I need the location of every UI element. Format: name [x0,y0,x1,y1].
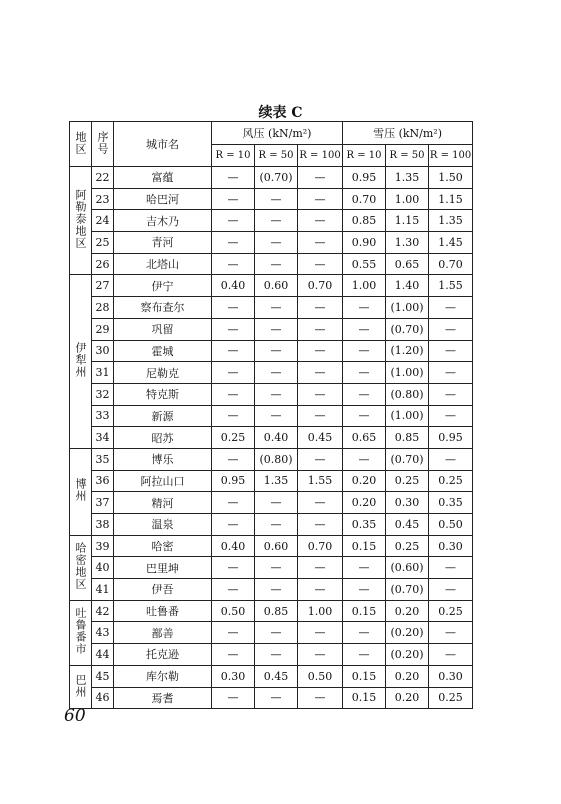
cell-w10: — [212,232,255,254]
cell-w50: — [255,232,298,254]
cell-w100: — [298,514,343,536]
cell-s50: (0.80) [386,383,429,405]
cell-city: 霍城 [114,340,212,362]
cell-s100: 0.35 [429,492,473,514]
cell-no: 36 [92,470,114,492]
cell-city: 焉耆 [114,687,212,709]
cell-city: 巩留 [114,318,212,340]
cell-w100: — [298,687,343,709]
table-row [70,687,473,709]
cell-w10: 0.50 [212,600,255,622]
cell-city: 鄯善 [114,622,212,644]
cell-s50: 1.15 [386,210,429,232]
load-table [69,121,473,709]
table-row [70,405,473,427]
cell-s100: — [429,383,473,405]
cell-no: 34 [92,427,114,449]
cell-s10: — [343,579,386,601]
cell-w50: 0.60 [255,275,298,297]
cell-no: 23 [92,188,114,210]
cell-w100: 0.50 [298,665,343,687]
cell-s100: 0.50 [429,514,473,536]
cell-s100: — [429,448,473,470]
cell-s10: 0.85 [343,210,386,232]
cell-w10: — [212,492,255,514]
cell-s50: 0.25 [386,470,429,492]
cell-w100: — [298,167,343,189]
cell-w10: — [212,383,255,405]
cell-w100: — [298,340,343,362]
cell-no: 43 [92,622,114,644]
cell-s100: 1.55 [429,275,473,297]
cell-w100: — [298,362,343,384]
cell-s10: 1.00 [343,275,386,297]
cell-city: 阿拉山口 [114,470,212,492]
cell-w10: — [212,297,255,319]
cell-city: 新源 [114,405,212,427]
cell-s100: — [429,340,473,362]
cell-w10: 0.95 [212,470,255,492]
table-title: 续表 C [258,105,303,121]
cell-no: 33 [92,405,114,427]
cell-city: 富蕴 [114,167,212,189]
cell-s100: 1.15 [429,188,473,210]
cell-s10: 0.15 [343,535,386,557]
cell-city: 哈密 [114,535,212,557]
cell-w100: — [298,297,343,319]
cell-w100: — [298,188,343,210]
cell-s10: — [343,318,386,340]
cell-w50: — [255,210,298,232]
cell-w50: — [255,492,298,514]
cell-w10: 0.25 [212,427,255,449]
cell-city: 青河 [114,232,212,254]
table-row [70,362,473,384]
header-wind-r50: R = 50 [255,145,298,167]
cell-s10: — [343,297,386,319]
cell-s10: 0.15 [343,665,386,687]
cell-s50: (0.60) [386,557,429,579]
cell-w50: 0.40 [255,427,298,449]
cell-w10: 0.30 [212,665,255,687]
cell-w10: — [212,405,255,427]
header-wind-r100: R = 100 [298,145,343,167]
cell-s100: — [429,644,473,666]
cell-w50: — [255,514,298,536]
table-row [70,492,473,514]
cell-w50: — [255,362,298,384]
cell-w10: — [212,557,255,579]
cell-w50: — [255,579,298,601]
region-cell [70,600,92,665]
cell-w100: 1.55 [298,470,343,492]
cell-city: 昭苏 [114,427,212,449]
table-row [70,557,473,579]
cell-s100: 0.25 [429,687,473,709]
cell-s10: 0.35 [343,514,386,536]
table-row [70,318,473,340]
cell-s50: 0.25 [386,535,429,557]
cell-w50: — [255,188,298,210]
cell-s50: (1.00) [386,297,429,319]
table-row [70,514,473,536]
cell-w100: — [298,622,343,644]
cell-w50: — [255,383,298,405]
cell-s10: — [343,622,386,644]
cell-city: 库尔勒 [114,665,212,687]
header-snow-r10: R = 10 [343,145,386,167]
header-seq: 序号 [92,122,114,167]
header-region: 地区 [70,122,92,167]
table-row [70,232,473,254]
cell-w50: — [255,644,298,666]
cell-w100: — [298,210,343,232]
cell-no: 25 [92,232,114,254]
table-row [70,340,473,362]
cell-no: 27 [92,275,114,297]
cell-w100: 0.70 [298,535,343,557]
cell-s50: (0.70) [386,579,429,601]
cell-s10: 0.20 [343,470,386,492]
region-label: 博州 [74,478,87,503]
table-row [70,600,473,622]
cell-w50: — [255,340,298,362]
cell-s100: 0.30 [429,665,473,687]
cell-w10: — [212,579,255,601]
table-row [70,167,473,189]
table-row [70,665,473,687]
cell-w10: — [212,318,255,340]
cell-s10: 0.15 [343,687,386,709]
cell-w50: 0.85 [255,600,298,622]
cell-w100: — [298,405,343,427]
cell-s10: 0.70 [343,188,386,210]
cell-city: 特克斯 [114,383,212,405]
table-row [70,210,473,232]
cell-no: 41 [92,579,114,601]
cell-no: 40 [92,557,114,579]
cell-w50: — [255,318,298,340]
table-body [70,167,473,709]
cell-s100: 0.70 [429,253,473,275]
cell-s50: 1.30 [386,232,429,254]
region-cell [70,535,92,600]
cell-city: 尼勒克 [114,362,212,384]
cell-no: 39 [92,535,114,557]
cell-city: 巴里坤 [114,557,212,579]
cell-w100: 1.00 [298,600,343,622]
cell-w10: 0.40 [212,535,255,557]
cell-no: 22 [92,167,114,189]
cell-s10: 0.90 [343,232,386,254]
cell-no: 24 [92,210,114,232]
cell-w50: (0.70) [255,167,298,189]
cell-s10: — [343,340,386,362]
table-row [70,470,473,492]
cell-s100: — [429,362,473,384]
cell-city: 伊吾 [114,579,212,601]
cell-s50: 1.00 [386,188,429,210]
cell-no: 44 [92,644,114,666]
header-snow-r50: R = 50 [386,145,429,167]
cell-s100: — [429,297,473,319]
table-row [70,448,473,470]
table-row [70,644,473,666]
table-row [70,275,473,297]
header-snow: 雪压 (kN/m²) [343,122,473,145]
cell-w10: — [212,644,255,666]
cell-no: 38 [92,514,114,536]
cell-s100: — [429,405,473,427]
cell-s100: — [429,557,473,579]
region-cell [70,167,92,275]
cell-no: 32 [92,383,114,405]
cell-w10: — [212,253,255,275]
cell-w100: 0.45 [298,427,343,449]
region-label: 哈密地区 [74,542,87,591]
cell-w50: — [255,622,298,644]
cell-s50: 0.20 [386,600,429,622]
page-number: 60 [64,706,86,726]
cell-s10: — [343,557,386,579]
table-row [70,253,473,275]
cell-s100: 0.25 [429,470,473,492]
cell-w10: — [212,340,255,362]
cell-w10: — [212,188,255,210]
table-row [70,535,473,557]
cell-city: 托克逊 [114,644,212,666]
cell-w10: — [212,210,255,232]
cell-city: 哈巴河 [114,188,212,210]
cell-s10: 0.95 [343,167,386,189]
table-row [70,427,473,449]
cell-w50: — [255,687,298,709]
header-snow-r100: R = 100 [429,145,473,167]
cell-s100: 1.50 [429,167,473,189]
cell-w100: — [298,232,343,254]
cell-s100: 0.30 [429,535,473,557]
cell-s50: 0.65 [386,253,429,275]
cell-s50: (1.00) [386,362,429,384]
header-wind: 风压 (kN/m²) [212,122,343,145]
cell-no: 37 [92,492,114,514]
table-row [70,383,473,405]
cell-s50: 0.30 [386,492,429,514]
cell-no: 30 [92,340,114,362]
region-cell [70,448,92,535]
cell-w50: 0.60 [255,535,298,557]
cell-s50: 0.85 [386,427,429,449]
region-label: 巴州 [74,673,87,698]
region-cell [70,665,92,708]
cell-w100: — [298,557,343,579]
region-label: 阿勒泰地区 [74,189,87,250]
cell-no: 31 [92,362,114,384]
cell-city: 精河 [114,492,212,514]
cell-w100: — [298,644,343,666]
cell-s10: — [343,448,386,470]
cell-city: 吐鲁番 [114,600,212,622]
cell-s10: 0.20 [343,492,386,514]
cell-s50: 0.20 [386,687,429,709]
cell-s10: — [343,644,386,666]
cell-s100: — [429,622,473,644]
cell-w10: — [212,167,255,189]
cell-s50: 0.45 [386,514,429,536]
cell-s100: 1.35 [429,210,473,232]
cell-city: 温泉 [114,514,212,536]
cell-s50: (1.00) [386,405,429,427]
cell-s100: 0.25 [429,600,473,622]
cell-s10: 0.65 [343,427,386,449]
cell-w100: 0.70 [298,275,343,297]
cell-city: 吉木乃 [114,210,212,232]
cell-w10: — [212,687,255,709]
cell-w50: — [255,253,298,275]
cell-w100: — [298,253,343,275]
table-row [70,188,473,210]
cell-s10: 0.15 [343,600,386,622]
cell-s50: (1.20) [386,340,429,362]
table-row [70,622,473,644]
region-cell [70,275,92,449]
header-wind-r10: R = 10 [212,145,255,167]
cell-no: 45 [92,665,114,687]
cell-w50: — [255,405,298,427]
cell-w50: — [255,557,298,579]
cell-s10: — [343,405,386,427]
cell-s10: — [343,362,386,384]
cell-no: 29 [92,318,114,340]
cell-w10: — [212,362,255,384]
cell-s50: (0.70) [386,318,429,340]
cell-w10: 0.40 [212,275,255,297]
cell-w100: — [298,492,343,514]
cell-w50: 0.45 [255,665,298,687]
cell-w50: — [255,297,298,319]
cell-w100: — [298,383,343,405]
cell-s100: 0.95 [429,427,473,449]
cell-s50: (0.20) [386,622,429,644]
cell-s100: — [429,318,473,340]
cell-w10: — [212,448,255,470]
cell-no: 46 [92,687,114,709]
cell-w50: 1.35 [255,470,298,492]
cell-s50: 1.35 [386,167,429,189]
cell-w10: — [212,622,255,644]
cell-no: 42 [92,600,114,622]
cell-w10: — [212,514,255,536]
header-city: 城市名 [114,122,212,167]
cell-w100: — [298,579,343,601]
cell-s50: (0.20) [386,644,429,666]
cell-city: 博乐 [114,448,212,470]
cell-s100: — [429,579,473,601]
table-row [70,579,473,601]
region-label: 伊犁州 [74,342,87,379]
cell-s50: 1.40 [386,275,429,297]
cell-w50: (0.80) [255,448,298,470]
region-label: 吐鲁番市 [74,607,87,656]
cell-w100: — [298,318,343,340]
cell-s100: 1.45 [429,232,473,254]
cell-no: 28 [92,297,114,319]
cell-city: 北塔山 [114,253,212,275]
cell-no: 26 [92,253,114,275]
cell-city: 伊宁 [114,275,212,297]
cell-w100: — [298,448,343,470]
cell-s50: (0.70) [386,448,429,470]
cell-s10: — [343,383,386,405]
cell-no: 35 [92,448,114,470]
cell-s50: 0.20 [386,665,429,687]
cell-s10: 0.55 [343,253,386,275]
table-row [70,297,473,319]
cell-city: 察布查尔 [114,297,212,319]
